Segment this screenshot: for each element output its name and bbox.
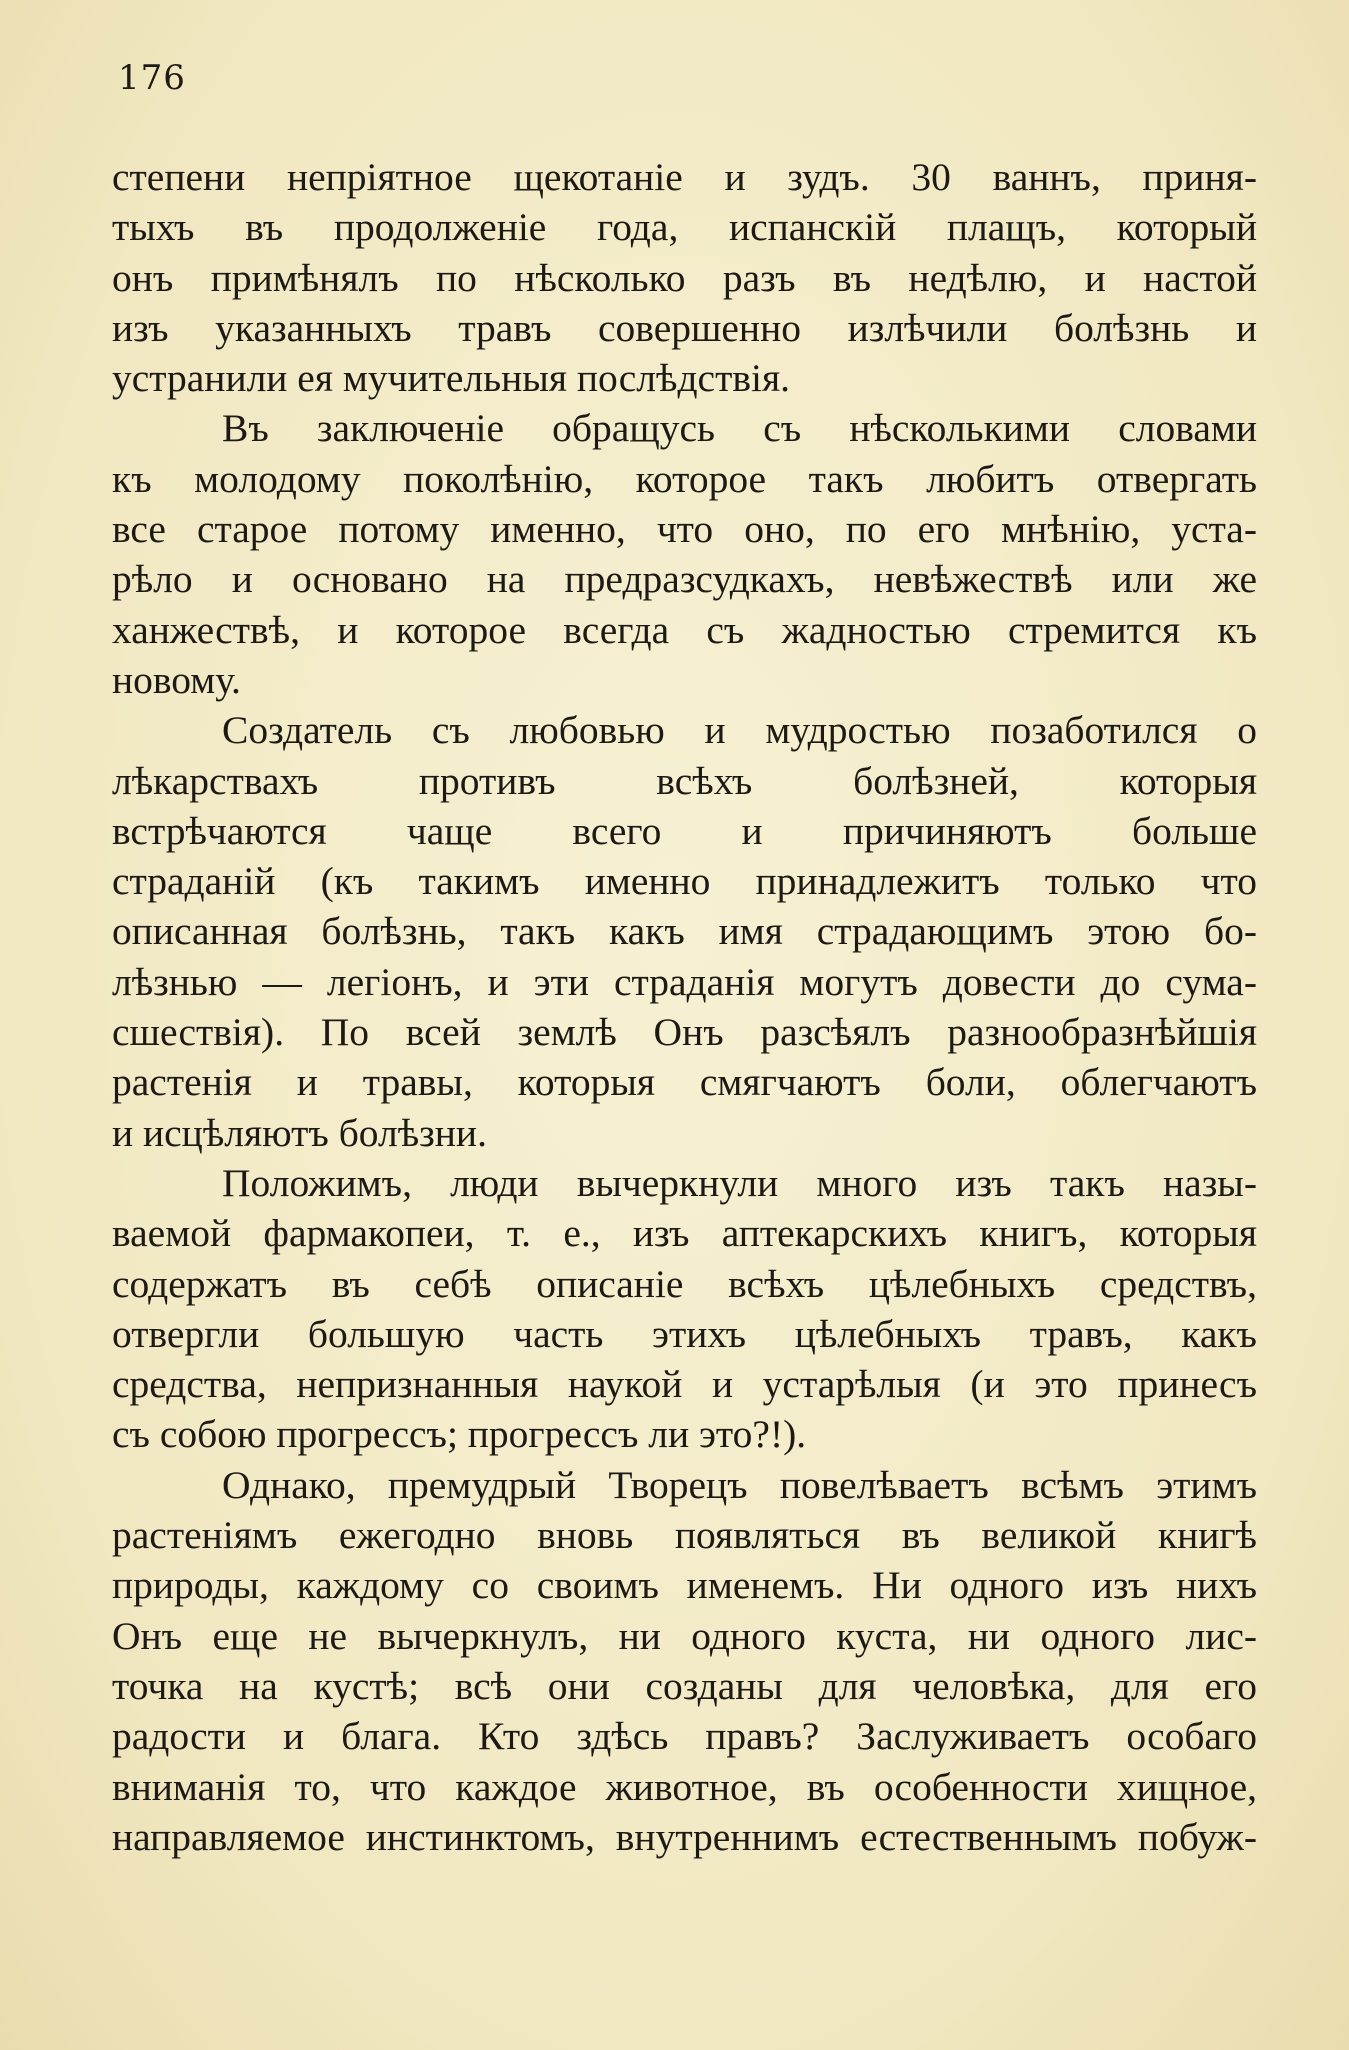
text-line: растеніямъ ежегодно вновь появляться въ великой книгѣ <box>112 1513 1257 1558</box>
text-line: содержатъ въ себѣ описаніе всѣхъ цѣлебныхъ средствъ, <box>112 1261 1257 1306</box>
text-line: ханжествѣ, и которое всегда съ жадностью стремится къ <box>112 607 1257 652</box>
text-line: онъ примѣнялъ по нѣсколько разъ въ недѣлю, и настой <box>112 255 1257 300</box>
text-line: страданій (къ такимъ именно принадлежитъ только что <box>112 859 1257 904</box>
text-line: къ молодому поколѣнію, которое такъ любитъ отвергать <box>112 456 1257 501</box>
text-line: точка на кустѣ; всѣ они созданы для человѣка, для его <box>112 1663 1257 1708</box>
text-line: степени непріятное щекотаніе и зудъ. 30 ваннъ, приня- <box>112 155 1257 199</box>
text-line: изъ указанныхъ травъ совершенно излѣчили болѣзнь и <box>112 305 1257 350</box>
page-number: 176 <box>118 58 186 98</box>
text-line: вниманія то, что каждое животное, въ особенности хищное, <box>112 1764 1257 1809</box>
text-line: тыхъ въ продолженіе года, испанскій плащъ, который <box>112 205 1257 250</box>
text-line: устранили ея мучительныя послѣдствія. <box>112 356 790 401</box>
text-line: Въ заключеніе обращусь съ нѣсколькими словами <box>222 406 1257 451</box>
text-line: рѣло и основано на предразсудкахъ, невѣжествѣ или же <box>112 557 1257 602</box>
text-line: растенія и травы, которыя смягчаютъ боли, облегчаютъ <box>112 1060 1257 1105</box>
text-line: средства, непризнанныя наукой и устарѣлыя (и это принесъ <box>112 1362 1257 1407</box>
text-line: Положимъ, люди вычеркнули много изъ такъ назы- <box>222 1160 1257 1205</box>
text-line: все старое потому именно, что оно, по его мнѣнію, уста- <box>112 507 1257 552</box>
text-line: Однако, премудрый Творецъ повелѣваетъ всѣмъ этимъ <box>222 1462 1257 1507</box>
text-line: лѣзнью — легіонъ, и эти страданія могутъ довести до сума- <box>112 959 1257 1004</box>
text-line: встрѣчаются чаще всего и причиняютъ больше <box>112 808 1257 853</box>
text-line: радости и блага. Кто здѣсь правъ? Заслуживаетъ особаго <box>112 1714 1257 1759</box>
text-line: Создатель съ любовью и мудростью позаботился о <box>222 708 1257 753</box>
page-body-text <box>112 152 1257 1862</box>
text-line: направляемое инстинктомъ, внутреннимъ естественнымъ побуж- <box>112 1814 1257 1859</box>
text-line: природы, каждому со своимъ именемъ. Ни одного изъ нихъ <box>112 1563 1257 1608</box>
text-line: сшествія). По всей землѣ Онъ разсѣялъ разнообразнѣйшія <box>112 1010 1257 1055</box>
text-line: отвергли большую часть этихъ цѣлебныхъ травъ, какъ <box>112 1311 1257 1356</box>
text-line: описанная болѣзнь, такъ какъ имя страдающимъ этою бо- <box>112 909 1257 954</box>
text-line: и исцѣляютъ болѣзни. <box>112 1110 487 1155</box>
text-line: лѣкарствахъ противъ всѣхъ болѣзней, которыя <box>112 758 1257 803</box>
text-line: Онъ еще не вычеркнулъ, ни одного куста, ни одного лис- <box>112 1613 1257 1658</box>
text-line: новому. <box>112 657 241 702</box>
text-line: съ собою прогрессъ; прогрессъ ли это?!). <box>112 1412 807 1457</box>
text-line: ваемой фармакопеи, т. е., изъ аптекарскихъ книгъ, которыя <box>112 1211 1257 1256</box>
